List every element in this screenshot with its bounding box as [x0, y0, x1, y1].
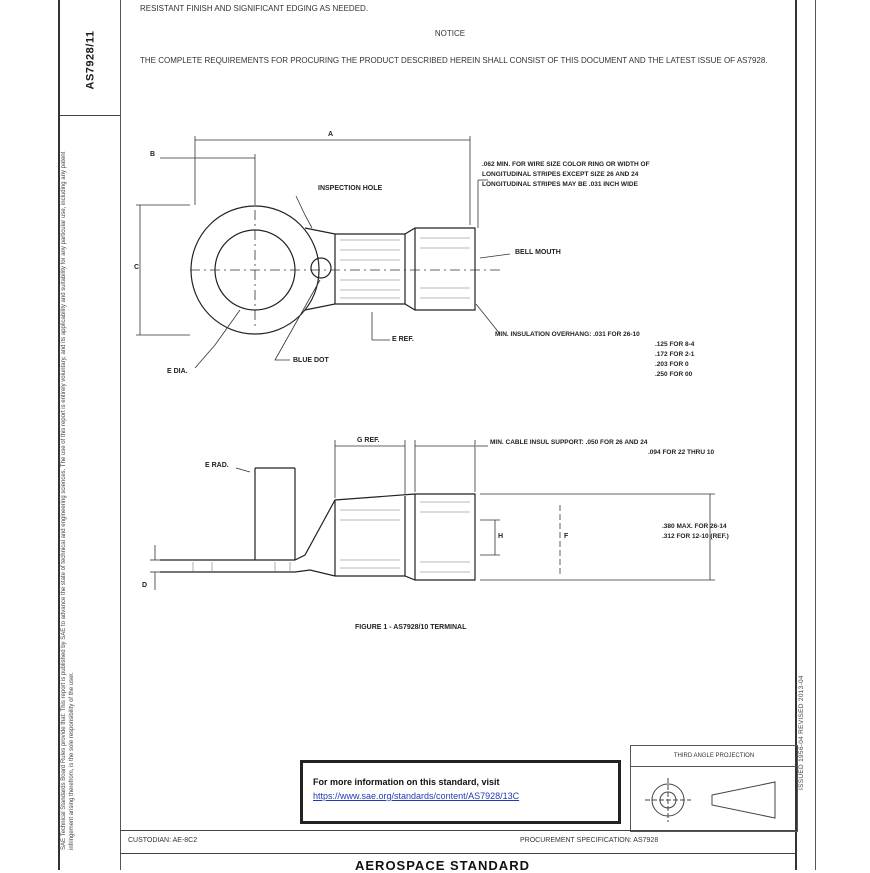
label-bell-mouth: BELL MOUTH	[515, 249, 561, 256]
figure-caption: FIGURE 1 - AS7928/10 TERMINAL	[355, 624, 467, 631]
cable-support-note: MIN. CABLE INSUL SUPPORT: .050 FOR 26 AND 24 .094 FOR 22 THRU 10	[490, 439, 715, 456]
projection-label: THIRD ANGLE PROJECTION	[631, 746, 797, 767]
projection-box	[630, 745, 798, 832]
dim-label-f: F	[564, 533, 569, 540]
max-dimension-note: .380 MAX. FOR 26-14 .312 FOR 12-10 (REF.)	[662, 523, 729, 540]
more-info-box	[300, 760, 621, 824]
label-e-dia: E DIA.	[167, 368, 188, 375]
inspection-hole-circle	[311, 258, 331, 278]
dim-label-h: H	[498, 533, 504, 540]
title-block-row	[120, 830, 796, 854]
insulation-overhang-note: MIN. INSULATION OVERHANG: .031 FOR 26-10 .125 FOR 8-4 .172 FOR 2-1 .203 FOR 0 .250 FOR 00	[495, 331, 695, 378]
custodian-text: CUSTODIAN: AE-8C2	[128, 837, 198, 844]
dim-label-d: D	[142, 582, 148, 589]
standard-link[interactable]: https://www.sae.org/standards/content/AS7928/13C	[313, 791, 520, 801]
stripe-note: .062 MIN. FOR WIRE SIZE COLOR RING OR WIDTH OF LONGITUDINAL STRIPES EXCEPT SIZE 26 AND 24 LONGITUDINAL STRIPES MAY BE .031 INCH WIDE	[482, 161, 650, 188]
label-e-rad: E RAD.	[205, 462, 229, 469]
legal-notice-vertical: SAE Technical Standards Board Rules provide that: This report is published by SAE to advance the state of technical and engineering sciences. The use of this report is entirely voluntary, and its applicability and suitability for any particular use, including any patent infringement arising therefrom, is the sole responsibility of the user.	[61, 151, 75, 850]
dim-label-b: B	[150, 151, 156, 158]
label-blue-dot: BLUE DOT	[293, 357, 329, 364]
header-text: RESISTANT FINISH AND SIGNIFICANT EDGING AS NEEDED.	[140, 4, 369, 13]
dim-label-a: A	[328, 131, 334, 138]
label-g-ref: G REF.	[357, 437, 380, 444]
procurement-spec-text: PROCUREMENT SPECIFICATION: AS7928	[520, 837, 659, 844]
label-e-ref: E REF.	[392, 336, 414, 343]
notice-body: THE COMPLETE REQUIREMENTS FOR PROCURING THE PRODUCT DESCRIBED HEREIN SHALL CONSIST OF THIS DOCUMENT AND THE LATEST ISSUE OF AS7928.	[140, 56, 768, 65]
issue-dates-vertical: ISSUED 1956-04 REVISED 2013-04	[798, 675, 805, 790]
label-inspection-hole: INSPECTION HOLE	[318, 185, 383, 192]
document-number: AS7928/11	[84, 30, 96, 90]
dim-label-c: C	[134, 264, 140, 271]
notice-title: NOTICE	[434, 29, 466, 38]
side-outline	[160, 494, 475, 580]
aerospace-standard-title: AEROSPACE STANDARD	[355, 858, 530, 873]
more-info-title: For more information on this standard, visit	[313, 777, 500, 787]
